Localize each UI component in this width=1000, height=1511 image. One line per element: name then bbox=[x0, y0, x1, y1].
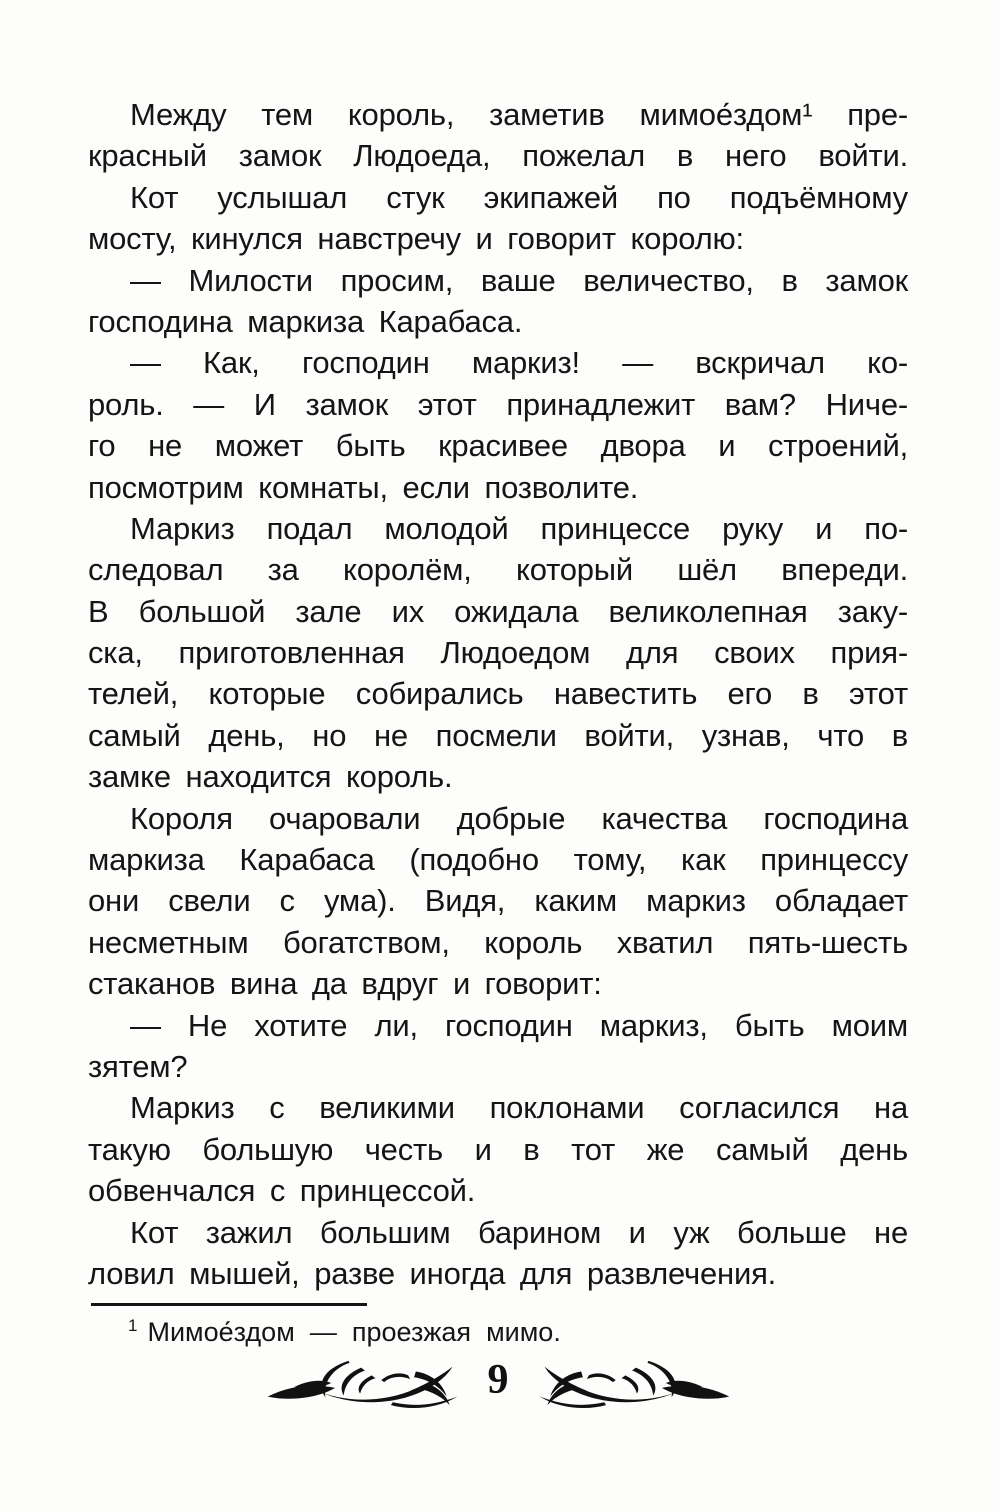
page-number: 9 bbox=[487, 1357, 509, 1404]
text-line: Маркиз с великими поклонами согласился на bbox=[130, 1090, 908, 1126]
text-line: такую большую честь и в тот же самый день bbox=[88, 1131, 908, 1167]
text-line: В большой зале их ожидала великолепная заку- bbox=[88, 593, 908, 629]
text-line: следовал за королём, который шёл впереди. bbox=[88, 552, 908, 588]
text-line: — Милости просим, ваше величество, в замок bbox=[130, 262, 908, 298]
text-line: обвенчался с принцессой. bbox=[88, 1173, 476, 1209]
text-line: посмотрим комнаты, если позволите. bbox=[88, 469, 639, 505]
text-line: маркиза Карабаса (подобно тому, как принцессу bbox=[88, 842, 908, 878]
flourish-ornament-left-icon bbox=[262, 1357, 464, 1411]
text-line: роль. — И замок этот принадлежит вам? Ниче- bbox=[88, 386, 908, 422]
text-line: ска, приготовленная Людоедом для своих прия- bbox=[88, 635, 908, 671]
footnote bbox=[88, 1312, 908, 1352]
text-line: Маркиз подал молодой принцессе руку и по- bbox=[130, 510, 908, 546]
text-line: — Как, господин маркиз! — вскричал ко- bbox=[130, 345, 908, 381]
text-line: — Не хотите ли, господин маркиз, быть моим bbox=[130, 1007, 908, 1043]
footnote-marker: 1 bbox=[128, 1316, 138, 1336]
flourish-ornament-right-icon bbox=[533, 1357, 735, 1411]
text-line: красный замок Людоеда, пожелал в него войти. bbox=[88, 138, 908, 174]
text-line: господина маркиза Карабаса. bbox=[88, 303, 523, 339]
text-line: самый день, но не посмели войти, узнав, что в bbox=[88, 717, 908, 753]
story-text bbox=[88, 94, 908, 1294]
text-line: мосту, кинулся навстречу и говорит королю: bbox=[88, 221, 744, 257]
footnote-text: Мимое́здом — проезжая мимо. bbox=[147, 1317, 561, 1348]
page-footer bbox=[88, 1357, 908, 1411]
text-line: Между тем король, заметив мимое́здом¹ пре- bbox=[130, 97, 908, 132]
text-line: Кот зажил большим барином и уж больше не bbox=[130, 1214, 908, 1250]
text-line: стаканов вина да вдруг и говорит: bbox=[88, 966, 602, 1002]
text-line: го не может быть красивее двора и строений, bbox=[88, 428, 908, 464]
text-line: Кот услышал стук экипажей по подъёмному bbox=[130, 179, 908, 215]
text-line: зятем? bbox=[88, 1048, 188, 1084]
text-line: замке находится король. bbox=[88, 759, 453, 795]
text-line: телей, которые собирались навестить его в этот bbox=[88, 676, 908, 712]
text-line: ловил мышей, разве иногда для развлечения. bbox=[88, 1255, 777, 1291]
text-line: Короля очаровали добрые качества господина bbox=[130, 800, 908, 836]
footnote-separator bbox=[91, 1303, 367, 1306]
text-line: они свели с ума). Видя, каким маркиз обладает bbox=[88, 883, 908, 919]
text-line: несметным богатством, король хватил пять-шесть bbox=[88, 924, 908, 960]
